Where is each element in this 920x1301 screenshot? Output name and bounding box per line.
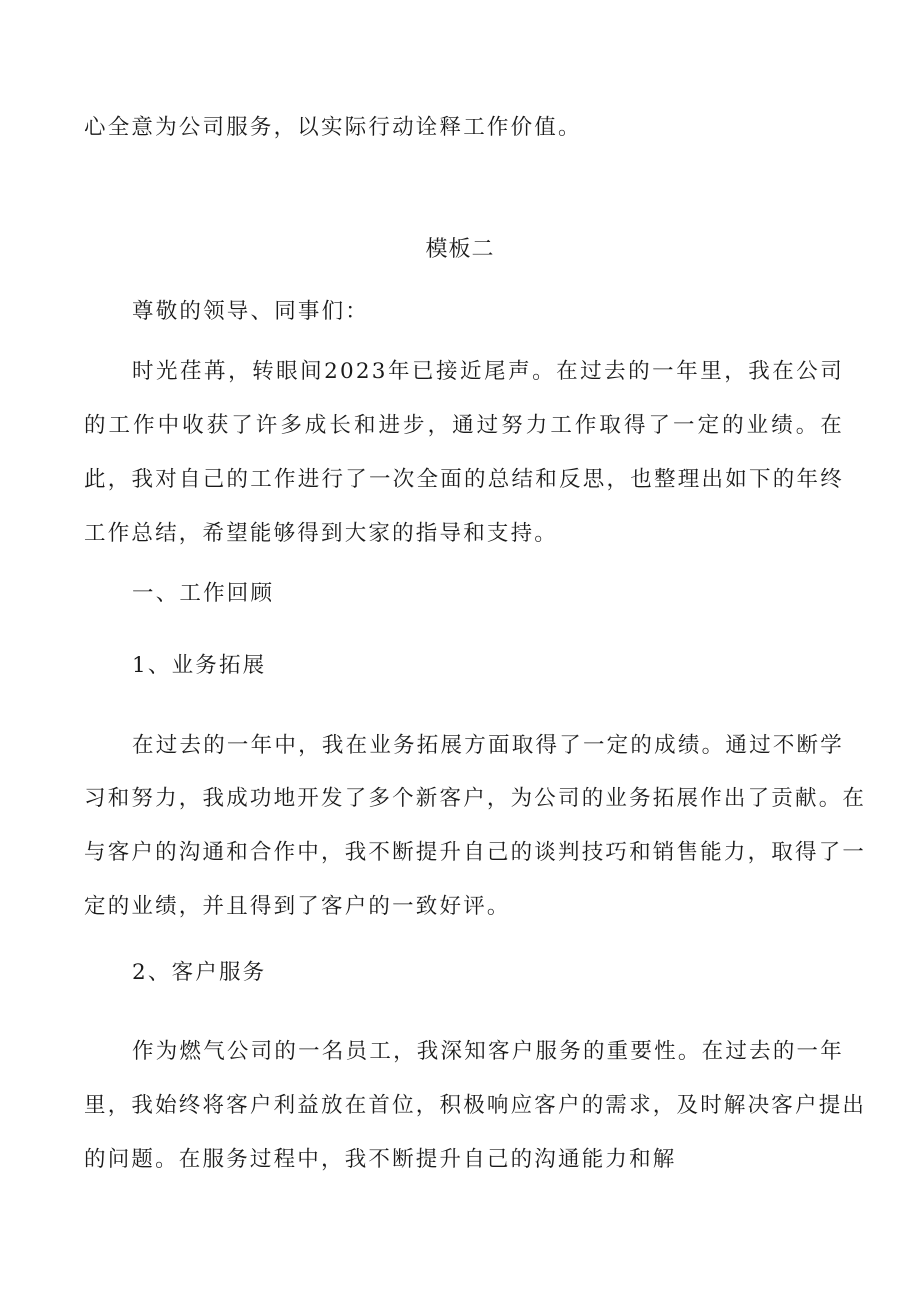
subsection2-heading: 2、客户服务 [132, 960, 267, 985]
continuation-line: 心全意为公司服务，以实际行动诠释工作价值。 [84, 115, 582, 140]
greeting: 尊敬的领导、同事们： [132, 299, 370, 324]
subsection1-heading: 1、业务拓展 [132, 653, 267, 678]
intro-line-3: 此，我对自己的工作进行了一次全面的总结和反思，也整理出如下的年终 [84, 467, 844, 492]
intro-line-2: 的工作中收获了许多成长和进步，通过努力工作取得了一定的业绩。在 [84, 413, 844, 438]
intro-line-1: 时光荏苒，转眼间2023年已接近尾声。在过去的一年里，我在公司 [132, 359, 844, 384]
template-title: 模板二 [425, 237, 495, 262]
subsection2-line-1: 作为燃气公司的一名员工，我深知客户服务的重要性。在过去的一年 [132, 1039, 844, 1064]
subsection1-line-4: 定的业绩，并且得到了客户的一致好评。 [84, 894, 511, 919]
subsection2-line-3: 的问题。在服务过程中，我不断提升自己的沟通能力和解 [84, 1147, 677, 1172]
section1-heading: 一、工作回顾 [132, 581, 275, 606]
intro-line-4: 工作总结，希望能够得到大家的指导和支持。 [84, 521, 559, 546]
subsection1-line-1: 在过去的一年中，我在业务拓展方面取得了一定的成绩。通过不断学 [132, 733, 844, 758]
subsection1-line-2: 习和努力，我成功地开发了多个新客户，为公司的业务拓展作出了贡献。在 [84, 786, 867, 811]
subsection1-line-3: 与客户的沟通和合作中，我不断提升自己的谈判技巧和销售能力，取得了一 [84, 840, 867, 865]
subsection2-line-2: 里，我始终将客户利益放在首位，积极响应客户的需求，及时解决客户提出 [84, 1093, 867, 1118]
